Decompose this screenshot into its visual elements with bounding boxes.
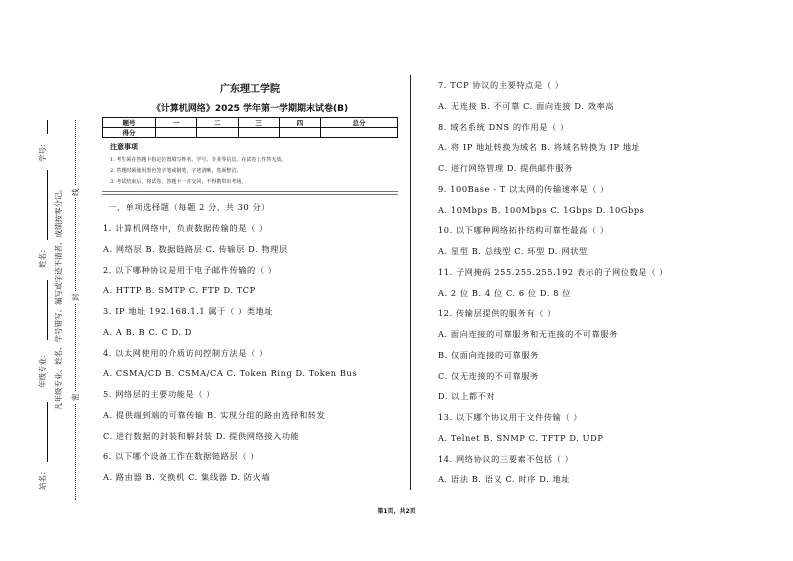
question-text: 9. 100Base - T 以太网的传输速率是（ ） — [438, 183, 609, 194]
column-divider — [410, 75, 411, 490]
question-text: 10. 以下哪种网络拓扑结构可靠性最高（ ） — [438, 225, 609, 236]
notes-heading: 注意事项 — [110, 143, 138, 151]
name-field[interactable] — [47, 170, 48, 240]
question-text: 4. 以太网使用的介质访问控制方法是（ ） — [103, 347, 268, 358]
answer-options: C. 进行数据的封装和解封装 D. 提供网络接入功能 — [103, 430, 300, 441]
answer-options: A. A B. B C. C D. D — [103, 326, 192, 337]
answer-options: A. 2 位 B. 4 位 C. 6 位 D. 8 位 — [438, 287, 571, 298]
binding-margin — [35, 120, 95, 500]
major-label: 年级专业： — [38, 350, 47, 388]
answer-options: A. 无连接 B. 不可靠 C. 面向连接 D. 效率高 — [438, 100, 615, 111]
student-id-field[interactable] — [47, 120, 48, 134]
column-header: 一 — [156, 118, 197, 128]
double-divider — [102, 191, 398, 195]
note-item: 1. 考生须在答题卡指定位置填写姓名、学号、专业等信息，在试卷上作答无效。 — [110, 157, 287, 163]
answer-options: A. Telnet B. SNMP C. TFTP D. UDP — [438, 432, 604, 443]
answer-options: A. 路由器 B. 交换机 C. 集线器 D. 防火墙 — [103, 472, 271, 482]
answer-options: B. 仅面向连接的可靠服务 — [438, 349, 539, 360]
note-item: 2. 答题时须使用黑色签字笔或钢笔，字迹清晰，卷面整洁。 — [110, 168, 242, 174]
score-cell[interactable] — [238, 128, 279, 138]
question-text: 1. 计算机网络中，负责数据传输的是（ ） — [103, 223, 268, 233]
exam-title: 《计算机网络》2025 学年第一学期期末试卷(B) — [151, 104, 349, 114]
question-text: 11. 子网掩码 255.255.255.192 表示的子网位数是（ ） — [438, 266, 668, 277]
seal-dotted-line — [75, 120, 76, 500]
table-row — [103, 128, 398, 138]
major-field[interactable] — [47, 280, 48, 340]
answer-options: A. 将 IP 地址转换为域名 B. 将域名转换为 IP 地址 — [438, 142, 641, 153]
question-text: 8. 域名系统 DNS 的作用是（ ） — [438, 121, 569, 132]
answer-options: A. 提供端到端的可靠传输 B. 实现分组的路由选择和转发 — [103, 409, 326, 420]
column-header: 四 — [279, 118, 320, 128]
answer-options: A. 网络层 B. 数据链路层 C. 传输层 D. 物理层 — [103, 243, 288, 254]
score-cell[interactable] — [320, 128, 397, 138]
page-number: 第1页，共2页 — [377, 508, 416, 515]
note-item: 3. 考试结束后，将试卷、答题卡一并交回，不得携带出考场。 — [110, 179, 247, 185]
answer-options: A. 星型 B. 总线型 C. 环型 D. 网状型 — [438, 246, 588, 256]
score-cell[interactable] — [197, 128, 238, 138]
score-cell[interactable] — [156, 128, 197, 138]
question-text: 12. 传输层提供的服务有（ ） — [438, 308, 556, 319]
answer-options: A. 10Mbps B. 100Mbps C. 1Gbps D. 10Gbps — [438, 204, 645, 215]
score-cell[interactable] — [279, 128, 320, 138]
table-row — [103, 118, 398, 128]
student-id-label: 学号： — [38, 139, 47, 162]
score-table — [102, 117, 398, 138]
question-text: 13. 以下哪个协议用于文件传输（ ） — [438, 412, 583, 422]
answer-options: C. 进行网络管理 D. 提供邮件服务 — [438, 163, 573, 173]
question-text: 5. 网络层的主要功能是（ ） — [103, 389, 216, 399]
question-text: 7. TCP 协议的主要特点是（ ） — [438, 80, 564, 90]
column-header: 二 — [197, 118, 238, 128]
column-header: 总分 — [320, 118, 397, 128]
school-name: 广东理工学院 — [220, 84, 280, 95]
section-heading: 一、单项选择题（每题 2 分，共 30 分） — [108, 202, 271, 212]
answer-options: A. 语法 B. 语义 C. 时序 D. 地址 — [438, 474, 571, 485]
question-text: 3. IP 地址 192.168.1.1 属于（ ）类地址 — [103, 306, 274, 316]
answer-options: C. 仅无连接的不可靠服务 — [438, 370, 539, 381]
column-header: 三 — [238, 118, 279, 128]
question-text: 2. 以下哪种协议是用于电子邮件传输的（ ） — [103, 264, 277, 275]
class-field[interactable] — [47, 402, 48, 462]
margin-notice: 凡年级专业、姓名、学号错写、漏写或字迹不清者，成绩按零分记。 — [54, 185, 63, 410]
name-label: 姓名： — [38, 245, 47, 268]
row-label: 得分 — [103, 128, 156, 138]
class-label: 站名： — [38, 467, 47, 490]
answer-options: A. HTTP B. SMTP C. FTP D. TCP — [103, 285, 256, 296]
answer-options: A. CSMA/CD B. CSMA/CA C. Token Ring D. Token Bus — [103, 368, 358, 379]
question-text: 14. 网络协议的三要素不包括（ ） — [438, 453, 574, 464]
answer-options: D. 以上都不对 — [438, 391, 496, 402]
seal-char: 线 — [71, 188, 80, 196]
answer-options: A. 面向连接的可靠服务和无连接的不可靠服务 — [438, 329, 618, 339]
seal-char: 密 — [71, 393, 80, 401]
question-text: 6. 以下哪个设备工作在数据链路层（ ） — [103, 451, 260, 462]
seal-char: 封 — [71, 293, 80, 301]
row-label: 题号 — [103, 118, 156, 128]
